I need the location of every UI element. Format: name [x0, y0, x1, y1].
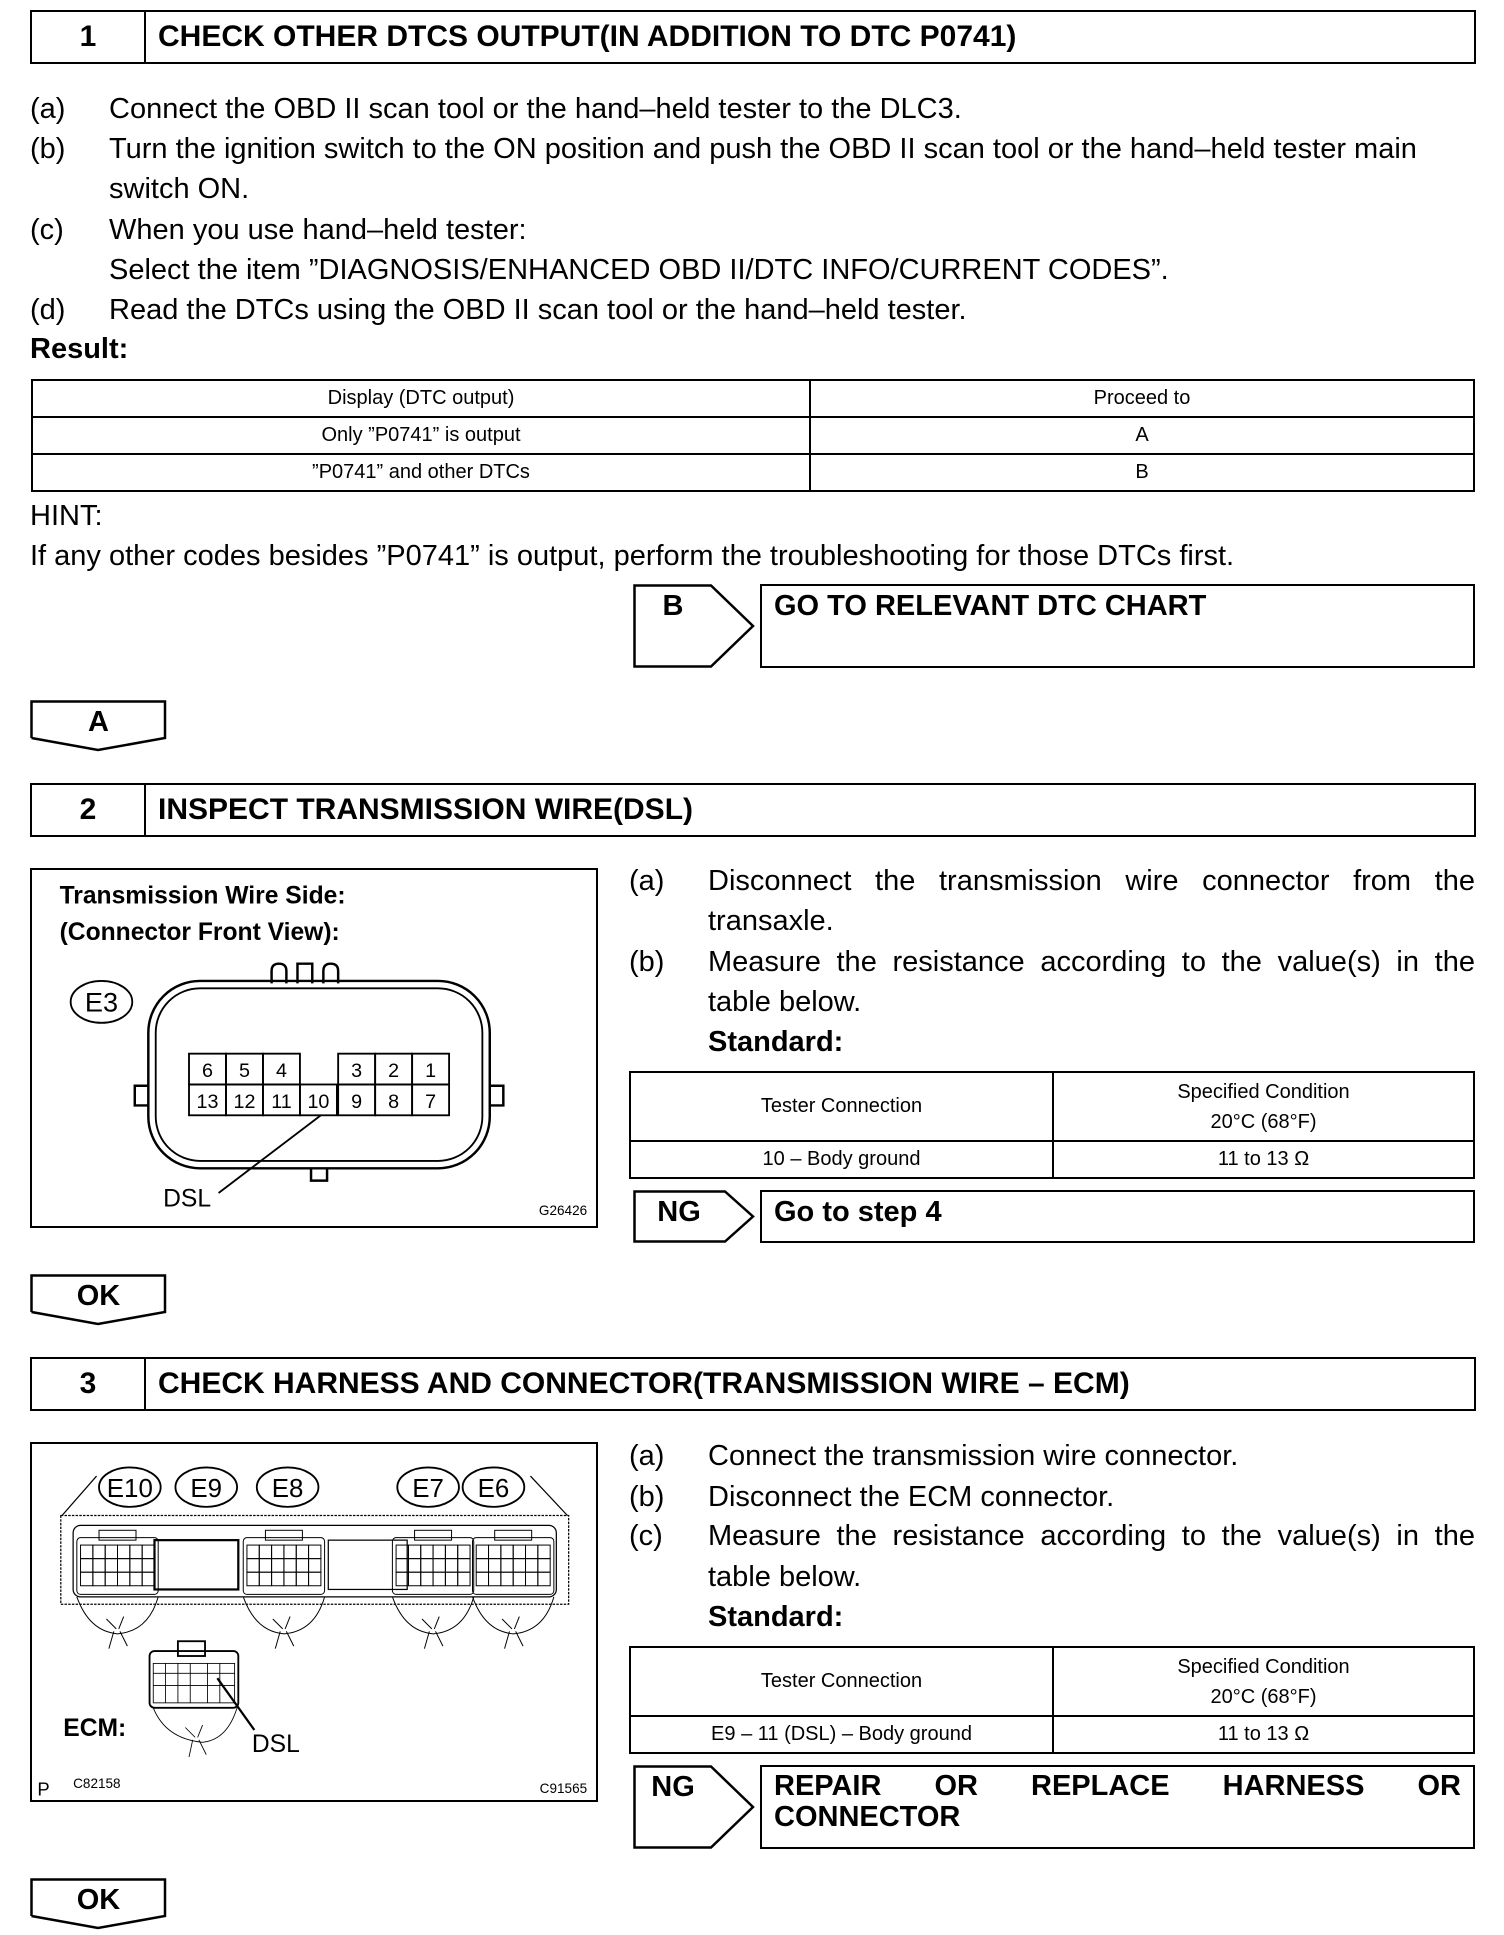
step-number: 2	[32, 785, 146, 835]
branch-action: GO TO RELEVANT DTC CHART	[760, 584, 1475, 668]
table-header	[1053, 1072, 1474, 1141]
table-row	[630, 1716, 1474, 1753]
header-line: Specified Condition	[1177, 1655, 1350, 1678]
step-title: INSPECT TRANSMISSION WIRE(DSL)	[158, 793, 694, 826]
branch-code: NG	[657, 1196, 701, 1228]
connector-label: E7	[412, 1475, 444, 1504]
table-cell: 11 to 13 Ω	[1053, 1716, 1474, 1753]
next-label: OK	[76, 1884, 121, 1916]
item-mark: (d)	[30, 294, 66, 326]
connector-latch	[265, 1530, 302, 1540]
ecm-label: ECM:	[63, 1715, 127, 1743]
ecm-connectors-illustration	[32, 1444, 595, 1799]
pin-number: 8	[388, 1090, 400, 1113]
item-mark: (b)	[629, 1481, 665, 1513]
instruction-text: table below.	[708, 1561, 862, 1593]
table-cell: 10 – Body ground	[630, 1141, 1053, 1178]
branch-action: Go to step 4	[760, 1190, 1475, 1243]
pin-number: 9	[351, 1090, 363, 1113]
header-line: 20°C (68°F)	[1210, 1110, 1317, 1133]
table-header	[1053, 1647, 1474, 1716]
branch-code: B	[662, 590, 684, 622]
p-mark: P	[37, 1778, 50, 1799]
action-word: REPLACE	[1031, 1770, 1170, 1802]
standard-label: Standard:	[708, 1601, 844, 1633]
instruction-text: table below.	[708, 986, 862, 1018]
instruction-text: Disconnect the transmission wire connector from the	[708, 865, 1475, 897]
standard-table	[629, 1071, 1475, 1179]
dsl-label: DSL	[251, 1731, 300, 1759]
step-1-header	[30, 10, 1476, 64]
diagram-title: Transmission Wire Side:	[59, 882, 346, 910]
pin-number: 1	[425, 1060, 437, 1083]
branch-ng-arrow	[633, 1190, 755, 1243]
instruction-text: Connect the transmission wire connector.	[708, 1440, 1239, 1472]
pin-number: 3	[351, 1060, 363, 1083]
action-word: OR	[1417, 1770, 1461, 1802]
table-cell: ”P0741” and other DTCs	[32, 454, 810, 491]
connector-latch	[495, 1530, 532, 1540]
table-header: Tester Connection	[630, 1647, 1053, 1716]
connector-latch	[415, 1530, 452, 1540]
ecm-diagram	[30, 1442, 598, 1802]
figure-id-right: C91565	[539, 1780, 588, 1796]
action-word: REPAIR	[774, 1770, 882, 1802]
table-row	[32, 454, 1474, 491]
step-3-header	[30, 1357, 1476, 1411]
table-header-row	[32, 380, 1474, 417]
connector-label: E8	[271, 1475, 304, 1504]
instruction-text: transaxle.	[708, 905, 834, 937]
table-cell: Only ”P0741” is output	[32, 417, 810, 454]
action-word: HARNESS	[1222, 1770, 1365, 1802]
standard-label: Standard:	[708, 1026, 844, 1058]
instruction-text: Measure the resistance according to the value(s) in the	[708, 946, 1475, 978]
item-mark: (b)	[30, 133, 66, 165]
pin-number: 12	[233, 1090, 256, 1113]
step-title: CHECK OTHER DTCS OUTPUT(IN ADDITION TO DTC P0741)	[158, 20, 1017, 53]
table-row	[630, 1141, 1474, 1178]
pin-number: 4	[275, 1060, 287, 1083]
item-mark: (b)	[629, 946, 665, 978]
pin-number: 2	[388, 1060, 400, 1083]
instruction-text: switch ON.	[109, 173, 250, 205]
pin-number: 11	[271, 1090, 292, 1113]
hint-label: HINT:	[30, 500, 103, 532]
next-label: A	[88, 706, 109, 738]
branch-action	[760, 1765, 1475, 1849]
result-label: Result:	[30, 333, 129, 365]
branch-b-arrow	[633, 584, 755, 668]
table-cell: B	[810, 454, 1474, 491]
connector-label: E3	[84, 986, 119, 1018]
table-header-row	[630, 1647, 1474, 1716]
pin-number: 5	[238, 1060, 250, 1083]
table-header: Tester Connection	[630, 1072, 1053, 1141]
instruction-text: Disconnect the ECM connector.	[708, 1481, 1115, 1513]
table-cell: A	[810, 417, 1474, 454]
pin-number: 13	[196, 1090, 219, 1113]
header-line: Specified Condition	[1177, 1080, 1350, 1103]
figure-id: G26426	[538, 1203, 588, 1219]
next-ok-tab	[30, 1274, 167, 1326]
connector-label: E9	[190, 1475, 223, 1504]
table-row	[32, 417, 1474, 454]
connector-label: E10	[106, 1475, 153, 1504]
action-word: OR	[934, 1770, 978, 1802]
next-ok-tab	[30, 1878, 167, 1930]
instruction-text: Turn the ignition switch to the ON position and push the OBD II scan tool or the hand–held tester main	[109, 133, 1417, 165]
table-header: Display (DTC output)	[32, 380, 810, 417]
next-label: OK	[76, 1280, 121, 1312]
instruction-text: Measure the resistance according to the value(s) in the	[708, 1520, 1475, 1552]
figure-id-left: C82158	[73, 1775, 121, 1791]
action-line-2: CONNECTOR	[774, 1801, 961, 1833]
item-mark: (a)	[629, 1440, 665, 1472]
connector-latch	[99, 1530, 136, 1540]
pin-number: 7	[425, 1090, 437, 1113]
instruction-text: Select the item ”DIAGNOSIS/ENHANCED OBD II/DTC INFO/CURRENT CODES”.	[109, 254, 1169, 286]
table-cell: E9 – 11 (DSL) – Body ground	[630, 1716, 1053, 1753]
item-mark: (a)	[30, 93, 66, 125]
step-title: CHECK HARNESS AND CONNECTOR(TRANSMISSION WIRE – ECM)	[158, 1367, 1130, 1400]
pin-number: 6	[202, 1060, 213, 1083]
standard-table	[629, 1646, 1475, 1754]
table-header: Proceed to	[810, 380, 1474, 417]
connector-e3-illustration	[32, 870, 595, 1225]
connector-label: E6	[477, 1475, 510, 1504]
item-mark: (c)	[30, 214, 64, 246]
step-number: 3	[32, 1359, 146, 1409]
pin-number: 10	[307, 1090, 330, 1113]
instruction-text: Connect the OBD II scan tool or the hand–held tester to the DLC3.	[109, 93, 962, 125]
dsl-label: DSL	[163, 1185, 212, 1213]
diagram-subtitle: (Connector Front View):	[59, 919, 340, 947]
table-cell: 11 to 13 Ω	[1053, 1141, 1474, 1178]
step-number: 1	[32, 12, 146, 62]
table-header-row	[630, 1072, 1474, 1141]
instruction-text: When you use hand–held tester:	[109, 214, 527, 246]
action-line-1	[774, 1771, 1461, 1802]
instruction-text: Read the DTCs using the OBD II scan tool or the hand–held tester.	[109, 294, 967, 326]
next-a-tab	[30, 700, 167, 752]
item-mark: (c)	[629, 1520, 663, 1552]
branch-ng-arrow	[633, 1765, 755, 1849]
branch-code: NG	[651, 1771, 695, 1803]
header-line: 20°C (68°F)	[1210, 1685, 1317, 1708]
item-mark: (a)	[629, 865, 665, 897]
step-2-header	[30, 783, 1476, 837]
hint-text: If any other codes besides ”P0741” is output, perform the troubleshooting for those DTCs first.	[30, 540, 1235, 572]
result-table	[31, 379, 1475, 492]
connector-diagram	[30, 868, 598, 1228]
